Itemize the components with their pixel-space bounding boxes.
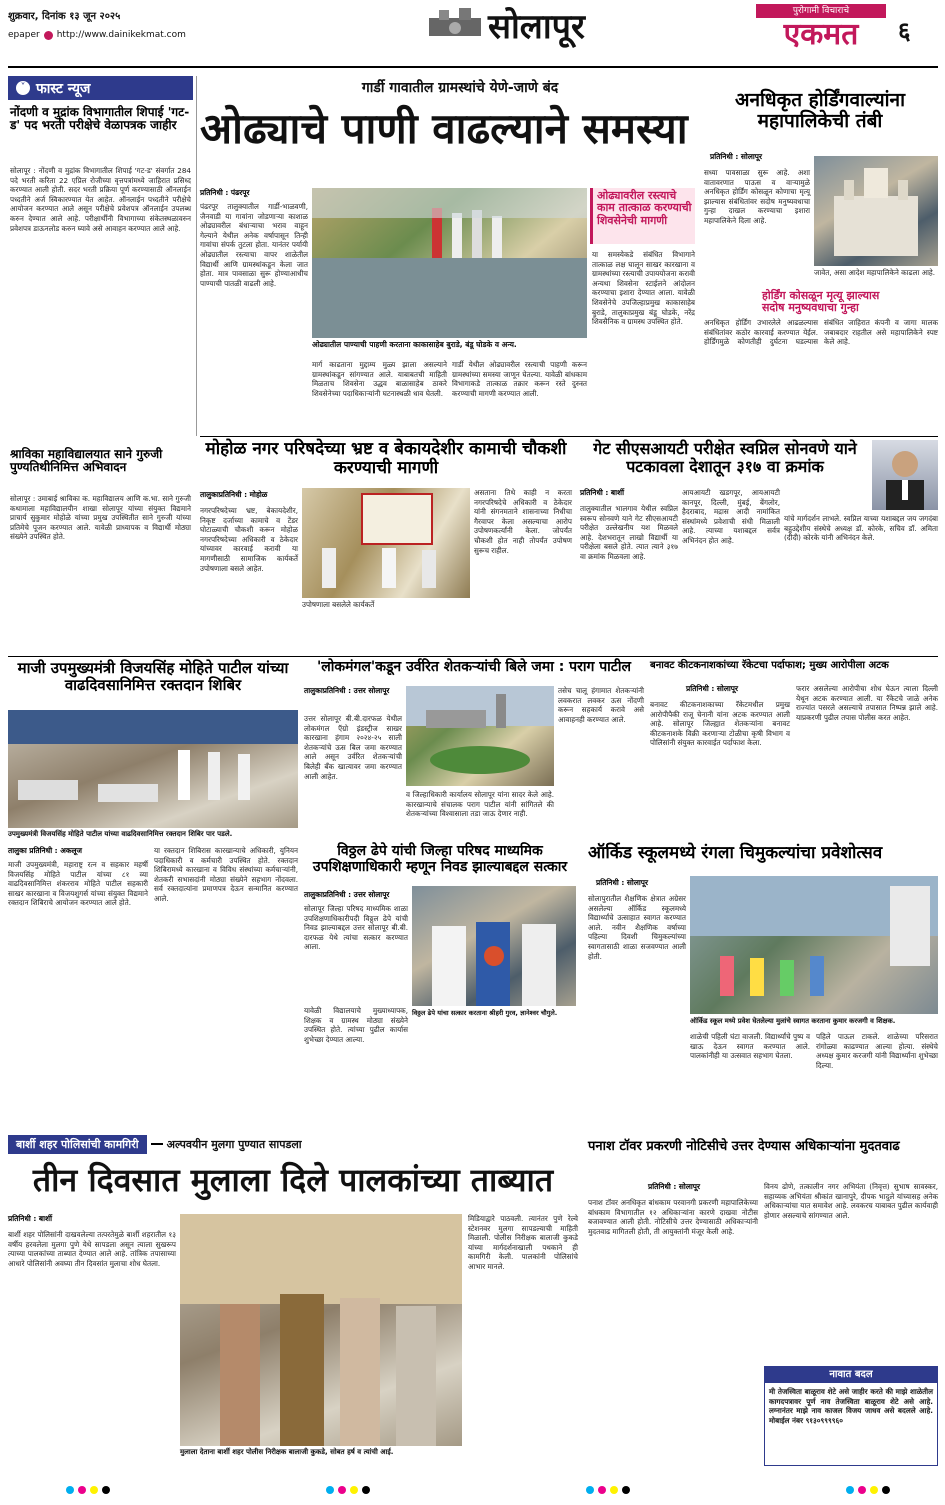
fast-news-header xyxy=(8,76,193,100)
panash-byline: प्रतिनिधी : सोलापूर xyxy=(648,1182,700,1191)
print-color-dots-icon xyxy=(0,1480,945,1501)
orchid-body-2: शाळेची पहिली घंटा वाजली. विद्यार्थ्यांचे पुष्प व खाऊ देऊन स्वागत करण्यात आले. पालकांनीही या उत्सवात सहभाग घेतला. xyxy=(690,1032,810,1061)
side-box-body: या समस्येकडे संबंधित विभागाने तात्काळ लक्ष घालून साखर कारखाना व ग्रामस्थांच्या रस्त्याची उपाययोजना करावी अन्यथा शिवसेना स्टाईलने आंदोलन करण्याचा इशारा देण्यात आला. यावेळी शिवसेनेचे उपजिल्हाप्रमुख काकासाहेब बुराडे, तालुकाप्रमुख बंडू घोडके, नरेंद्र शिवसैनिक व ग्रामस्थ उपस्थित होते. xyxy=(592,250,695,327)
vitthal-body: सोलापूर जिल्हा परिषद माध्यमिक शाळा उपशिक्षणाधिकारीपदी विठ्ठल ढेपे यांची निवड झाल्याबद्दल उत्तर सोलापूर बी.बी. दारफळ येथे त्यांचा सत्कार करण्यात आला. xyxy=(304,904,408,952)
hoarding-photo xyxy=(814,156,938,266)
story1-body: सोलापूर : नोंदणी व मुद्रांक विभागातील शिपाई 'गट-ड' संवर्गात 284 पदे भरती करिता 22 एप्रिल रोजीच्या वृत्तपत्रांमध्ये जाहिरात प्रसिध्द करण्यात आली होती. सदर भरती प्रक्रिया पूर्ण करण्यासाठी ऑनलाईन पध्दतीने अर्ज स्विकारण्यात येत आहेत. ऑनलाईन पध्दतीने परीक्षेचे आयोजन करण्यात आले असून परीक्षेचे प्रवेशपत्र ऑनलाईन उपलब्ध करुन देण्यात आले आहे. परीक्षार्थींनी विभागाच्या संकेतस्थळावरुन प्रवेशपत्र डाऊनलोड करुन घ्यावे असे आवाहन करण्यात आले आहे. xyxy=(10,166,191,233)
lokmangal-headline[interactable]: 'लोकमंगल'कडून उर्वरित शेतकऱ्यांची बिले जमा : पराग पाटील xyxy=(317,659,631,675)
orchid-headline[interactable]: ऑर्किड स्कूलमध्ये रंगला चिमुकल्यांचा प्रवेशोत्सव xyxy=(588,843,883,863)
vitthal-story xyxy=(304,843,576,1044)
gate-headline[interactable]: गेट सीएसआयटी परीक्षेत स्वप्निल सोनवणे याने पटकावला देशातून ३१७ वा क्रमांक xyxy=(593,439,857,476)
barshi-byline: प्रतिनिधी : बार्शी xyxy=(8,1214,52,1223)
row-rule-2 xyxy=(8,656,938,657)
epaper-label: epaper xyxy=(8,30,40,40)
mohite-headline[interactable]: माजी उपमुख्यमंत्री विजयसिंह मोहिते पाटील यांच्या वाढदिवसानिमित्त रक्तदान शिबिर xyxy=(17,659,289,694)
gate-body-2: आयआयटी खडगपूर, आयआयटी कानपूर, दिल्ली, मुंबई, बेंगलोर, हैदराबाद, मद्रास आदी नामांकित संस्थांमध्ये प्रवेशाची संधी मिळाली आहे. त्याच्या यशाबद्दल सर्वत्र अभिनंदन होत आहे. xyxy=(682,488,780,545)
lead-photo-caption: ओढ्यातील पाण्याची पाहणी करताना काकासाहेब बुराडे, बंडू घोडके व अन्य. xyxy=(312,340,517,349)
mohite-story xyxy=(8,660,298,936)
mohite-photo xyxy=(8,710,298,828)
mohol-story xyxy=(200,440,572,650)
panash-body: पनाश टॉवर अनधिकृत बांधकाम परवानगी प्रकरणी महापालिकेच्या बांधकाम विभागातील १२ अधिकाऱ्यांना कारणे दाखवा नोटीस बजावण्यात आली होती. नोटिसीचे उत्तर देण्यासाठी अधिकाऱ्यांनी मुदतवाढ मागितली होती, ती आयुक्तांनी मंजूर केली आहे. xyxy=(588,1198,758,1236)
globe-icon xyxy=(44,31,53,40)
pesticide-body: बनावट कीटकनाशकाच्या रॅकेटमधील प्रमुख आरोपीपैकी राजू चेनानी यांना अटक करण्यात आली आहे. सोलापूर जिल्ह्यात शेतकऱ्यांना बनावट कीटकनाशके विक्री करणाऱ्या टोळीचा कृषी विभाग व पोलिसांनी संयुक्त कारवाईत पर्दाफाश केला. xyxy=(650,700,790,748)
dash-separator-icon xyxy=(151,1143,163,1145)
school-welcome-art xyxy=(690,876,938,1014)
mohite-byline: तालुका प्रतिनिधी : अकलूज xyxy=(8,846,83,855)
notice-body: मी तेजस्विता बाळूराव शेटे असे जाहीर करते की माझे शाळेतील कागदपत्रावर पूर्ण नाव तेजस्विता बाळूराव शेटे असे आहे. लग्नानंतर माझे नाव काजल विजय जाधव असे बदलले आहे. मोबाईल नंबर ९१३०९९९९६० xyxy=(769,1387,933,1425)
notice-box xyxy=(764,1366,938,1466)
gate-byline: प्रतिनिधी : बार्शी xyxy=(580,488,624,497)
hoarding-story xyxy=(702,78,938,438)
lokmangal-photo xyxy=(406,686,554,786)
story2-body: सोलापूर : उमाबाई श्राविका क. महाविद्यालय आणि क.भा. साने गुरुजी कथामाला महाविद्यालयीन शाखा सोलापूर यांच्या संयुक्त विद्यमाने प्राचार्य सुकुमार मोहोळे यांच्या प्रमुख उपस्थितीत साने गुरुजी यांच्या प्रतिमेचे पूजन करण्यात आले. यावेळी प्राध्यापक व विद्यार्थी मोठ्या संख्येने उपस्थित होते. xyxy=(10,494,191,542)
hoarding-body-2: अनधिकृत होर्डिंग उभारलेले आढळल्यास संबंधितांवर कठोर कारवाई करण्यात येईल. होर्डिंगमुळे कोणतीही दुर्घटना घडल्यास संबंधित जाहिरात कंपनी व जागा मालक जबाबदार राहतील असे महापालिकेने स्पष्ट केले आहे. xyxy=(704,318,938,347)
mohol-photo xyxy=(302,488,470,598)
barshi-body-2: मिडियाद्वारे पाठवली. त्यानंतर पुणे रेल्वे स्टेशनवर मुलगा सापडल्याची माहिती मिळाली. पोलीस निरीक्षक बालाजी कुकडे यांच्या मार्गदर्शनाखाली पथकाने ही कामगिरी केली. पालकांनी पोलिसांचे आभार मानले. xyxy=(468,1214,578,1271)
orchid-photo xyxy=(690,876,938,1014)
felicitation-art xyxy=(412,886,576,1006)
mohite-body: माजी उपमुख्यमंत्री, महाराष्ट्र रत्न व सहकार महर्षी विजयसिंह मोहिते पाटील यांच्या ८१ व्या वाढदिवसानिमित्त शंकरराव मोहिते पाटील सहकारी साखर कारखाना व विजयशुगर्स यांच्या संयुक्त विद्यमाने रक्तदान शिबिराचे आयोजन करण्यात आले होते. xyxy=(8,860,148,908)
side-box-head-wrap xyxy=(590,188,695,244)
orchid-caption: ऑर्किड स्कूल मध्ये प्रवेश घेतलेल्या मुलांचे स्वागत करताना कुमार करजगी व शिक्षक. xyxy=(690,1017,896,1025)
blood-camp-art xyxy=(8,710,298,828)
brand-logo xyxy=(756,4,886,54)
registration-bar xyxy=(0,1480,945,1501)
barshi-story xyxy=(8,1134,578,1476)
mohol-photo-art xyxy=(302,488,470,598)
lokmangal-body: उत्तर सोलापूर बी.बी.दारफळ येथील लोकमंगल ऍग्रो इंडस्ट्रीज साखर कारखाना हंगाम २०२४-२५ साली शेतकऱ्यांचे ऊस बिल जमा करण्यात आले असून उर्वरित शेतकऱ्यांची बिलेही बँक खात्यावर जमा करण्यात आली आहेत. xyxy=(304,714,402,781)
hoarding-body: सध्या पावसाळा सुरू आहे. अशा वातावरणात पाऊस व वाऱ्यामुळे अनधिकृत होर्डिंग कोसळून कोणाचा मृत्यू झाल्यास संबंधितांवर सदोष मनुष्यवधाचा गुन्हा दाखल करण्याचा इशारा महापालिकेने दिला आहे. xyxy=(704,168,810,225)
city-emblem-art xyxy=(425,4,485,44)
lokmangal-story xyxy=(304,660,644,840)
lead-headline[interactable]: ओढ्याचे पाणी वाढल्याने समस्या xyxy=(200,104,688,153)
vitthal-photo xyxy=(412,886,576,1006)
lokmangal-body-3: तसेच चालू हंगामात शेतकऱ्यांनी लवकरात लवकर ऊस नोंदणी करून सहकार्य करावे असे आवाहनही करण्यात आले. xyxy=(558,686,644,724)
story2-headline[interactable]: श्राविका महाविद्यालयात साने गुरुजी पुण्यतिथीनिमित्त अभिवादन xyxy=(10,448,191,492)
issue-date: शुक्रवार, दिनांक १३ जून २०२५ xyxy=(8,11,121,22)
gate-body-3: यांचे मार्गदर्शन लाभले. स्वप्निल याच्या यशाबद्दल जय जगदंबा बहुउद्देशीय संस्थेचे अध्यक्ष डॉ. कोरके, सचिव डॉ. अमिता (दीदी) कोरके यांनी अभिनंदन केले. xyxy=(784,514,938,543)
page-number: ६ xyxy=(898,17,911,45)
lead-body-2: मार्ग काढताना मुद्दाम्य मुळ्य झाला असल्याने ग्रामस्थांकडून सांगण्यात आले. याबाबतची माहिती मिळताच शिवसेना उद्धव बाळासाहेब ठाकरे शिवसेनेच्या पदाधिकाऱ्यांनी घटनास्थळी धाव घेतली. xyxy=(312,360,447,398)
vitthal-body-2: यावेळी विद्यालयाचे मुख्याध्यापक, शिक्षक व ग्रामस्थ मोठ्या संख्येने उपस्थित होते. त्यांच्या पुढील कार्यास शुभेच्छा देण्यात आल्या. xyxy=(304,1006,408,1044)
city-emblem xyxy=(425,4,485,44)
lokmangal-byline: तालुकाप्रतिनिधी : उत्तर सोलापूर xyxy=(304,686,390,695)
masthead-rule xyxy=(8,66,938,68)
lead-photo-art xyxy=(312,188,587,338)
side-box-headline[interactable]: ओढ्यावरील रस्त्याचे काम तात्काळ करण्याची शिवसेनेची मागणी xyxy=(597,189,692,227)
lead-byline: प्रतिनिधी : पंढरपूर xyxy=(200,188,250,197)
lokmangal-body-2: व जिल्हाधिकारी कार्यालय सोलापूर यांना सादर केले आहे. कारखान्याचे संचालक पराग पाटील यांनी सांगितले की शेतकऱ्यांच्या विश्वासाला तडा जाऊ देणार नाही. xyxy=(406,790,554,819)
mohite-body-2: या रक्तदान शिबिरास कारखान्याचे अधिकारी, युनियन पदाधिकारी व कर्मचारी उपस्थित होते. रक्तदान शिबिरामध्ये कारखाना व विविध संस्थांच्या कर्मचाऱ्यांनी, शेतकरी सभासदांनी मोठ्या संख्येने सहभाग नोंदवला. सर्व रक्तदात्यांना प्रमाणपत्र देऊन सन्मानित करण्यात आले. xyxy=(154,846,298,903)
orchid-story xyxy=(588,844,938,1134)
lead-kicker: गार्डी गावातील ग्रामस्थांचे येणे-जाणे बंद xyxy=(361,80,559,96)
mohol-headline[interactable]: मोहोळ नगर परिषदेच्या भ्रष्ट व बेकायदेशीर कामाची चौकशी करण्याची मागणी xyxy=(205,439,567,479)
pesticide-byline: प्रतिनिधी : सोलापूर xyxy=(686,684,738,693)
pesticide-story xyxy=(650,660,938,840)
barshi-photo xyxy=(180,1214,462,1446)
gate-story xyxy=(580,440,938,650)
pesticide-headline[interactable]: बनावट कीटकनाशकांच्या रॅकेटचा पर्दाफाश; मुख्य आरोपीला अटक xyxy=(650,660,889,671)
vitthal-byline: तालुकाप्रतिनिधी : उत्तर सोलापूर xyxy=(304,890,390,899)
lead-photo xyxy=(312,188,587,338)
orchid-body-3: पहिले पाऊल टाकले. शाळेच्या परिसरात रांगोळ्या काढण्यात आल्या होत्या. संस्थेचे अध्यक्ष कुमार करजगी यांनी विद्यार्थ्यांना शुभेच्छा दिल्या. xyxy=(816,1032,938,1070)
masthead xyxy=(0,0,945,68)
city-title: सोलापूर xyxy=(488,7,585,47)
gate-portrait xyxy=(872,440,938,510)
notice-title: नावात बदल xyxy=(765,1367,937,1383)
barshi-headline[interactable]: तीन दिवसात मुलाला दिले पालकांच्या ताब्यात xyxy=(32,1161,554,1199)
panash-headline[interactable]: पनाश टॉवर प्रकरणी नोटिसीचे उत्तर देण्यास अधिकाऱ्यांना मुदतवाढ xyxy=(588,1139,900,1154)
lead-body-3: गार्डी येथील ओढ्यावरील रस्त्याची पाहणी करून ग्रामस्थांच्या समस्या जाणून घेतल्या. यावेळी बांधकाम विभागाकडे तात्काळ तक्रार करून रस्ते दुरुस्त करण्याची मागणी करण्यात आली. xyxy=(452,360,587,398)
fast-news-title: फास्ट न्यूज xyxy=(36,80,91,97)
barshi-strip-label: बार्शी शहर पोलिसांची कामगिरी xyxy=(8,1135,147,1154)
barshi-strip xyxy=(8,1134,578,1154)
person-photo-icon xyxy=(872,440,938,510)
hoarding-subhead[interactable]: होर्डिंग कोसळून मृत्यू झाल्यास सदोष मनुष्यवधाचा गुन्हा xyxy=(762,289,880,315)
factory-garden-art xyxy=(406,686,554,786)
barshi-caption: मुलाला देताना बार्शी शहर पोलीस निरीक्षक बालाजी कुकडे, सोबत हर्ष व त्यांची आई. xyxy=(180,1448,394,1456)
chevron-down-icon: ˅ xyxy=(16,81,30,95)
brand-tagline: पुरोगामी विचाराचे xyxy=(756,4,886,18)
lead-story xyxy=(200,78,695,438)
column-divider xyxy=(196,76,197,436)
pesticide-body-2: फरार असलेल्या आरोपीचा शोध घेऊन त्याला दिल्ली येथून अटक करण्यात आली. या रॅकेटचे जाळे अनेक राज्यांत पसरले असल्याचे तपासात निष्पन्न झाले आहे. याप्रकरणी पुढील तपास पोलीस करत आहेत. xyxy=(796,684,938,722)
orchid-body: सोलापुरातील शैक्षणिक क्षेत्रात अग्रेसर असलेल्या ऑर्किड स्कूलमध्ये विद्यार्थ्यांचे उत्साहात स्वागत करण्यात आले. नवीन शैक्षणिक वर्षाच्या पहिल्या दिवशी चिमुकल्यांच्या स्वागतासाठी शाळा सजवण्यात आली होती. xyxy=(588,894,686,961)
website-url[interactable]: http://www.dainikekmat.com xyxy=(56,30,186,40)
fast-news-column xyxy=(8,76,193,696)
mohol-byline: तालुकाप्रतिनिधी : मोहोळ xyxy=(200,490,268,499)
mohite-caption: उपमुख्यमंत्री विजयसिंह मोहिते पाटील यांच्या वाढदिवसानिमित्त रक्तदान शिबिर पार पडले. xyxy=(8,830,233,838)
panash-body-2: विनय ढोणे, तत्कालीन नगर अभियंता (निवृत्त) सुभाष सावस्कर, सहाय्यक अभियंता श्रीकांत खानापुरे, दीपक भादुले यांच्यासह अनेक अधिकाऱ्यांचा यात समावेश आहे. लवकरच याबाबत पुढील कार्यवाही होणार असल्याचे सांगण्यात आले. xyxy=(764,1182,938,1220)
police-handover-art xyxy=(180,1214,462,1446)
gate-body: तालुक्यातील भालगाव येथील स्वप्निल स्वरूप सोनवणे याने गेट सीएसआयटी परीक्षेत उल्लेखनीय यश मिळवले आहे. देशभरातून लाखो विद्यार्थी या परीक्षेला बसले होते. त्यात त्याने ३१७ वा क्रमांक मिळवला आहे. xyxy=(580,504,678,561)
brand-name: एकमत xyxy=(783,17,859,52)
mohol-body-2: असताना तिथे काही न करता नगरपरिषदेचे अधिकारी व ठेकेदार यांनी संगनमताने शासनाच्या निधीचा गैरवापर केला असल्याचा आरोप उपोषणकर्त्यांनी केला. जोपर्यंत चौकशी होत नाही तोपर्यंत उपोषण सुरूच राहील. xyxy=(474,488,572,555)
orchid-byline: प्रतिनिधी : सोलापूर xyxy=(596,878,648,887)
vitthal-headline[interactable]: विठ्ठल ढेपे यांची जिल्हा परिषद माध्यमिक उपशिक्षणाधिकारी म्हणून निवड झाल्याबद्दल सत्कार xyxy=(312,843,568,875)
mohol-body: नगरपरिषदेच्या भ्रष्ट, बेकायदेशीर, निकृष्ट दर्जाच्या कामाचे व टेंडर घोटाळ्याची चौकशी करून मोहोळ नगरपरिषदेच्या अधिकारी व ठेकेदार यांच्यावर कारवाई करावी या मागणीसाठी सामाजिक कार्यकर्ते उपोषणाला बसले आहेत. xyxy=(200,506,298,573)
panash-story xyxy=(588,1140,938,1476)
barshi-strip-sub: अल्पवयीन मुलगा पुण्यात सापडला xyxy=(166,1137,302,1151)
mohol-caption: उपोषणाला बसलेले कार्यकर्ते xyxy=(302,600,375,609)
row-rule-1 xyxy=(200,436,938,437)
hoarding-photo-caption: जावेत, असा आदेश महापालिकेने काढला आहे. xyxy=(814,268,936,277)
story1-headline[interactable]: नोंदणी व मुद्रांक विभागातील शिपाई 'गट-ड' पद भरती परीक्षेचे वेळापत्रक जाहीर xyxy=(10,105,190,133)
building-art xyxy=(814,156,938,266)
barshi-body: बार्शी शहर पोलिसांनी दाखवलेल्या तत्परतेमुळे बार्शी शहरातील १३ वर्षीय हरवलेला मुलगा पुणे येथे सापडला असून त्याला सुखरूप त्याच्या पालकांच्या ताब्यात देण्यात आले आहे. तांत्रिक तपासाच्या आधारे पोलिसांनी अवघ्या तीन दिवसांत मुलाचा शोध घेतला. xyxy=(8,1230,176,1268)
hoarding-byline: प्रतिनिधी : सोलापूर xyxy=(710,152,762,161)
epaper-line xyxy=(8,28,248,42)
lead-intro: पंढरपूर तालुक्यातील गार्डी-भाळवणी, जैनवाडी या गावांना जोडणाऱ्या काशाळ ओढ्यावरील बंधाऱ्याचा भराव वाहून गेल्याने येथील अनेक वर्षापासून तिन्ही गावांचा संपर्क तुटला होता. यानंतर पर्यायी ओढ्यातील रस्त्याचा वापर शाळेतील विद्यार्थी आणि ग्रामस्थांकडून केला जात होता. मात्र पावसाळा सुरू होण्याआधीच पाण्याची पातळी वाढली आहे. xyxy=(200,202,308,288)
hoarding-headline[interactable]: अनधिकृत होर्डिंगवाल्यांना महापालिकेची तंबी xyxy=(734,89,906,133)
vitthal-caption: विठ्ठल ढेपे यांचा सत्कार करताना श्रीहरी गुरव, ज्ञानेश्वर चौगुले. xyxy=(412,1009,558,1017)
